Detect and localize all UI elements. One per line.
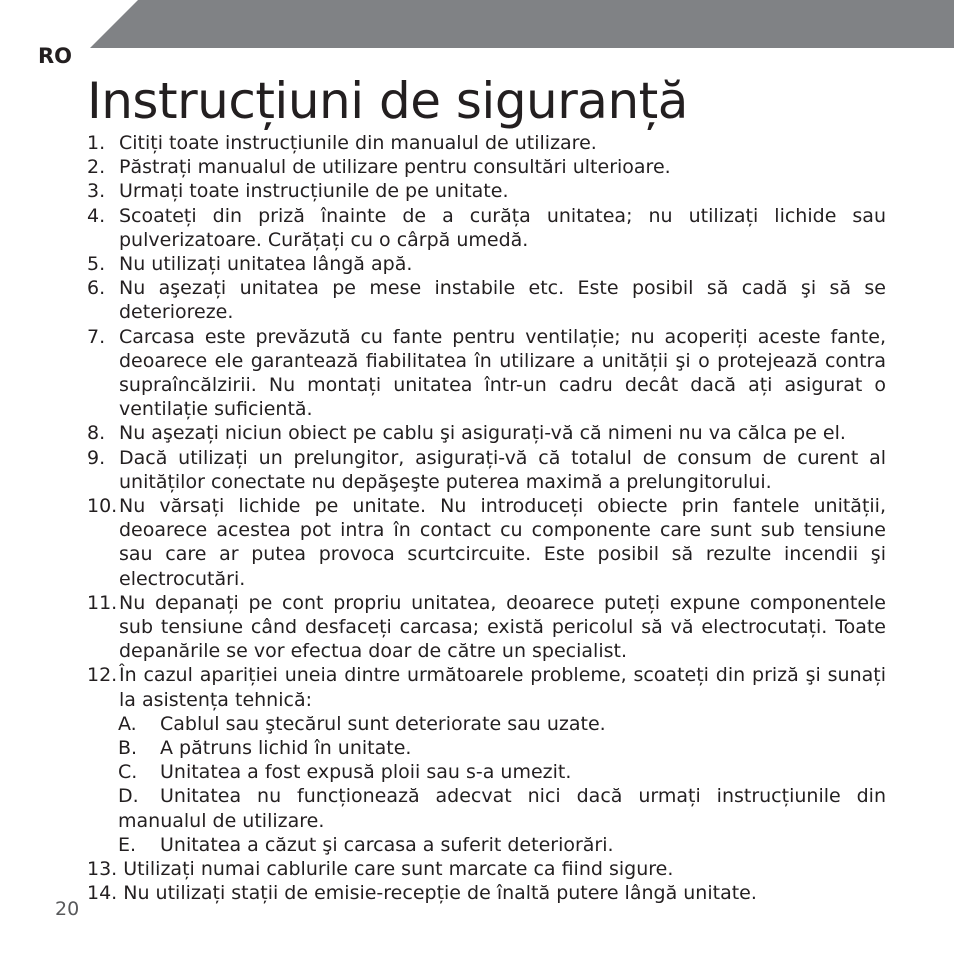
list-item: 13. Utilizați numai cablurile care sunt marcate ca fiind sigure. bbox=[87, 858, 674, 881]
item-text: Nu depanați pe cont propriu unitatea, deoarece puteți expune componentele sub tensiune când desfaceți carcasa; există pericolul să vă electrocutați. Toate depanările se vor efectua doar de către un specialist. bbox=[119, 591, 886, 663]
sub-item-text: Cablul sau ştecărul sunt deteriorate sau uzate. bbox=[160, 712, 606, 735]
list-item bbox=[87, 663, 886, 711]
item-number: 3. bbox=[87, 180, 106, 203]
sub-item-letter: B. bbox=[118, 737, 138, 760]
item-number: 6. bbox=[87, 277, 106, 300]
sub-item-letter: D. bbox=[118, 785, 139, 808]
list-item bbox=[87, 204, 886, 252]
list-item bbox=[87, 276, 886, 324]
sub-list-item bbox=[87, 712, 886, 736]
sub-item-letter: E. bbox=[118, 833, 137, 856]
item-text: În cazul apariției uneia dintre următoarele probleme, scoateți din priză şi sunați la asistența tehnică: bbox=[119, 664, 886, 711]
sub-item-text: Unitatea nu funcționează adecvat nici dacă urmați instrucțiunile din manualul de utilizare. bbox=[118, 785, 886, 832]
item-text: Scoateți din priză înainte de a curăța unitatea; nu utilizați lichide sau pulverizatoare. Curățați cu o cârpă umedă. bbox=[119, 204, 886, 251]
header-tab-corner bbox=[90, 0, 138, 48]
list-item bbox=[87, 591, 886, 664]
list-item bbox=[87, 446, 886, 494]
sub-item-text: Unitatea a căzut şi carcasa a suferit deteriorări. bbox=[160, 833, 614, 856]
page-title: Instrucțiuni de siguranță bbox=[87, 72, 688, 130]
sub-list-item bbox=[87, 833, 886, 857]
item-text: Nu aşezați niciun obiect pe cablu şi asigurați-vă că nimeni nu va călca pe el. bbox=[119, 422, 846, 445]
item-text: Carcasa este prevăzută cu fante pentru ventilație; nu acoperiți aceste fante, deoarece ele garantează fiabilitatea în utilizare a unității şi o protejează contra supraîncălzirii. Nu montați unitatea într-un cadru decât dacă ați asigurat o ventilație suficientă. bbox=[119, 325, 886, 421]
item-number: 5. bbox=[87, 253, 106, 276]
sub-list-item bbox=[87, 760, 886, 784]
sub-item-letter: C. bbox=[118, 761, 138, 784]
list-item bbox=[87, 325, 886, 422]
sub-list-item bbox=[87, 736, 886, 760]
sub-item-text: Unitatea a fost expusă ploii sau s-a umezit. bbox=[160, 761, 572, 784]
item-number: 10. bbox=[87, 495, 118, 518]
item-text: Citiți toate instrucțiunile din manualul de utilizare. bbox=[119, 132, 597, 154]
list-item bbox=[87, 252, 886, 276]
item-text: Urmați toate instrucțiunile de pe unitate. bbox=[119, 180, 509, 203]
item-text: Nu utilizați unitatea lângă apă. bbox=[119, 253, 413, 276]
item-number: 2. bbox=[87, 156, 106, 179]
item-text: Nu vărsați lichide pe unitate. Nu introduceți obiecte prin fantele unității, deoarece acestea pot intra în contact cu componente care sunt sub tensiune sau care ar putea provoca scurtcircuite. Este posibil să rezulte incendii şi electrocutări. bbox=[119, 495, 886, 590]
sub-list-item bbox=[87, 784, 886, 832]
sub-item-letter: A. bbox=[118, 712, 137, 735]
item-number: 4. bbox=[87, 204, 106, 227]
item-number: 9. bbox=[87, 446, 106, 469]
item-text: Dacă utilizați un prelungitor, asigurați-vă că totalul de consum de curent al unităților conectate nu depăşeşte puterea maximă a prelungitorului. bbox=[119, 446, 886, 493]
item-number: 11. bbox=[87, 591, 118, 614]
list-item: 14. Nu utilizați stații de emisie-recepție de înaltă putere lângă unitate. bbox=[87, 882, 757, 905]
list-item bbox=[87, 421, 886, 445]
item-text: Păstrați manualul de utilizare pentru consultări ulterioare. bbox=[119, 156, 671, 179]
language-label: RO bbox=[38, 44, 73, 68]
item-number: 8. bbox=[87, 422, 106, 445]
sub-item-text: A pătruns lichid în unitate. bbox=[160, 737, 412, 760]
list-item bbox=[87, 494, 886, 591]
item-number: 12. bbox=[87, 664, 118, 687]
item-text: Nu aşezați unitatea pe mese instabile etc. Este posibil să cadă şi să se deterioreze. bbox=[119, 277, 886, 324]
safety-instructions-list bbox=[87, 131, 886, 906]
item-number: 1. bbox=[87, 132, 106, 154]
list-item bbox=[87, 131, 886, 155]
list-item bbox=[87, 155, 886, 179]
header-tab-bar bbox=[90, 0, 954, 48]
page-number: 20 bbox=[55, 898, 80, 920]
list-item bbox=[87, 179, 886, 203]
item-number: 7. bbox=[87, 325, 106, 348]
